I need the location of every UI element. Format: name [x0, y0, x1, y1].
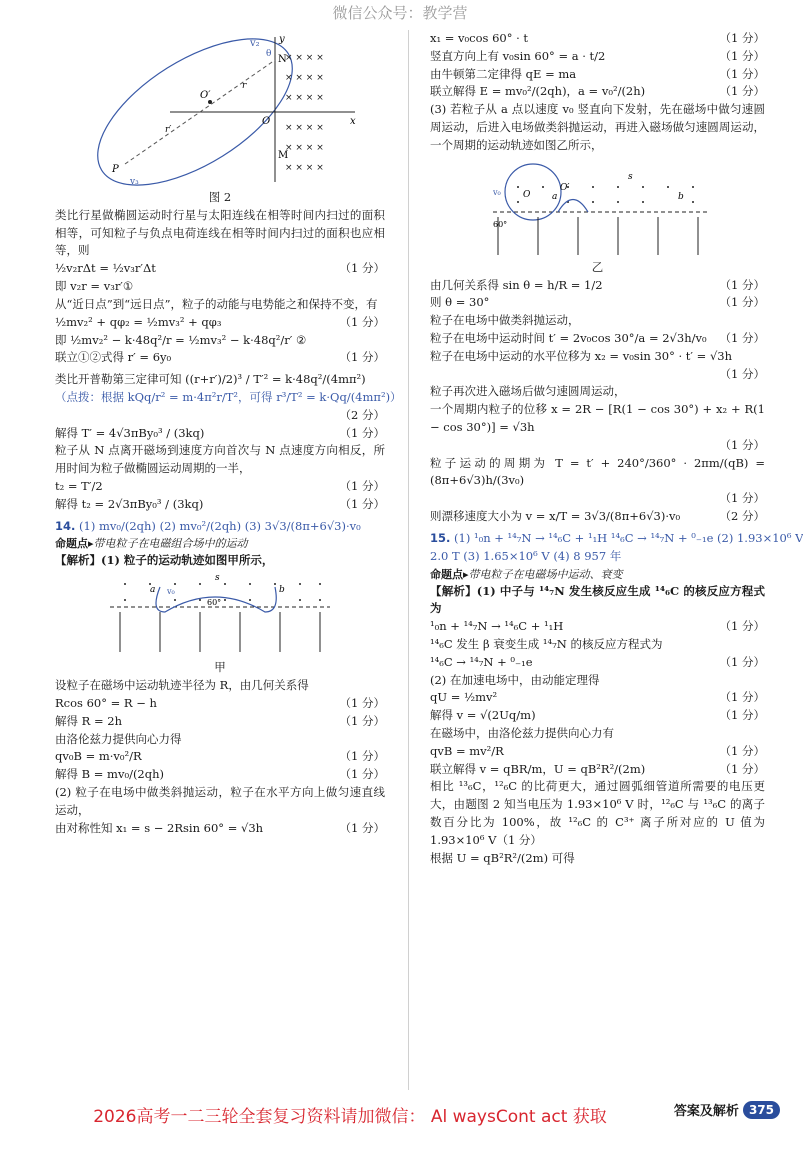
label-60deg: 60°	[492, 219, 507, 229]
equation-line: ½v₂rΔt = ½v₃r′Δt （1 分）	[55, 260, 385, 278]
label-O: O	[262, 116, 271, 127]
equation-line: 解得 R = 2h （1 分）	[55, 713, 385, 731]
figure-yi-caption: 乙	[591, 259, 604, 274]
score-line	[430, 437, 765, 455]
score: （1 分）	[339, 479, 385, 493]
paragraph: (3) 若粒子从 a 点以速度 v₀ 竖直向下发射，先在磁场中做匀速圆周运动，后进入电场做类斜抛运动，再进入磁场做匀速圆周运动，一个周期的运动轨迹如图乙所示，	[430, 102, 765, 152]
paragraph: 粒子从 N 点离开磁场到速度方向首次与 N 点速度方向相反，所用时间为粒子做椭圆运动周期的一半，	[55, 443, 385, 476]
equation-line: qv₀B = m·v₀²/R （1 分）	[55, 748, 385, 766]
paragraph: 粒子再次进入磁场后做匀速圆周运动，	[430, 384, 626, 399]
equation-line: 粒子在电场中运动时间 t′ = 2v₀cos 30°/a = 2√3h/v₀ （1 分）	[430, 330, 765, 348]
equation-line: 一个周期内粒子的位移 x = 2R − [R(1 − cos 30°) + x₂ + R(1 − cos 30°)] = √3h	[430, 402, 765, 434]
label-Oprime: O′	[200, 90, 211, 101]
equation-line: 由几何关系得 sin θ = h/R = 1/2 （1 分）	[430, 277, 765, 295]
score: （1 分）	[339, 496, 385, 511]
hint-line: （点拨：根据 kQq/r² = m·4π²r/T²，可得 r³/T² = k·Qq/(4mπ²)）	[55, 389, 402, 404]
score: （1 分）	[719, 437, 765, 452]
label-P: P	[112, 164, 119, 175]
svg-text:× × × ×: × × × ×	[285, 93, 324, 103]
label-b: b	[279, 585, 285, 596]
label-a: a	[551, 191, 557, 202]
equation-line: 粒子在电场中运动的水平位移为 x₂ = v₀sin 30° · t′ = √3h	[430, 348, 733, 363]
equation-line: 竖直方向上有 v₀sin 60° = a · t/2 （1 分）	[430, 48, 765, 66]
label-N: N	[278, 54, 287, 65]
svg-text:× × × ×: × × × ×	[285, 53, 324, 63]
figure-jia	[105, 572, 335, 657]
column-separator	[408, 30, 409, 1090]
equation-line: 解得 T′ = 4√3πBy₀³ / (3kq) （1 分）	[55, 425, 385, 443]
watermark-top: 微信公众号：教学营	[332, 4, 468, 22]
score: （2 分）	[719, 509, 765, 524]
score: （1 分）	[339, 749, 385, 764]
equation-line: qU = ½mv² （1 分）	[430, 689, 765, 707]
score: （1 分）	[719, 31, 765, 45]
section-label: 答案及解析	[673, 1104, 739, 1119]
equation-line: ¹₀n + ¹⁴₇N → ¹⁴₆C + ¹₁H （1 分）	[430, 618, 765, 636]
score: （1 分）	[339, 820, 385, 835]
equation-line: x₁ = v₀cos 60° · t （1 分）	[430, 30, 765, 48]
figure-yi	[478, 157, 718, 257]
label-x: x	[350, 116, 356, 127]
figure-jia-caption: 甲	[214, 660, 226, 675]
field-arrows	[498, 217, 698, 255]
score: （1 分）	[339, 695, 385, 710]
score-line	[55, 407, 385, 425]
question-15-jiexi: 【解析】(1) 中子与 ¹⁴₇N 发生核反应生成 ¹⁴₆C 的核反应方程式为	[430, 583, 765, 616]
score-line	[430, 490, 765, 508]
equation-line: qvB = mv²/R （1 分）	[430, 743, 765, 761]
label-y: y	[279, 34, 285, 45]
paragraph: 相比 ¹³₆C，¹²₆C 的比荷更大，通过圆弧细管道所需要的电压更大，由题图 2 知当电压为 1.93×10⁶ V 时，¹²₆C 与 ¹³₆C 的离子数百分比为 100%，故 ¹²₆C 的 C³⁺ 离子所对应的 U 值为 1.93×10⁶ V（1 分）	[430, 779, 765, 847]
score: （1 分）	[719, 654, 765, 669]
score: （1 分）	[719, 295, 765, 310]
equation-line: 即 v₂r = v₃r′①	[55, 279, 134, 294]
right-column	[430, 30, 803, 1102]
score: （1 分）	[719, 743, 765, 758]
equation-line: t₂ = T′/2 （1 分）	[55, 478, 385, 496]
paragraph: 类比行星做椭圆运动时行星与太阳连线在相等时间内扫过的面积相等，可知粒子与负点电荷连线在相等时间内扫过的面积也应相等，则	[55, 207, 385, 258]
score: （2 分）	[339, 407, 385, 422]
paragraph: (2) 粒子在电场中做类斜抛运动，粒子在水平方向上做匀速直线运动，	[55, 784, 385, 817]
score: （1 分）	[339, 425, 385, 440]
equation-line: 则 θ = 30° （1 分）	[430, 294, 765, 312]
equation-line: 解得 B = mv₀/(2qh) （1 分）	[55, 766, 385, 784]
footer-promo: 2026高考一二三轮全套复习资料请加微信： Al waysCont act 获取	[93, 1107, 607, 1127]
svg-text:× × × ×: × × × ×	[285, 73, 324, 83]
question-14-answer: 14. (1) mv₀/(2qh) (2) mv₀²/(2qh) (3) 3√3/(8π+6√3)·v₀	[55, 518, 361, 533]
magnetic-field-crosses	[285, 53, 324, 173]
label-v0: v₀	[492, 187, 501, 197]
figure-2-caption: 图 2	[208, 190, 232, 204]
field-arrows	[120, 612, 320, 652]
equation-line: 联立解得 E = mv₀²/(2qh)，a = v₀²/(2h) （1 分）	[430, 83, 765, 101]
paragraph: 从“近日点”到“远日点”，粒子的动能与电势能之和保持不变，有	[55, 296, 378, 311]
paragraph: 在磁场中，由洛伦兹力提供向心力有	[430, 726, 614, 741]
paragraph: 粒子在电场中做类斜抛运动，	[430, 313, 580, 328]
label-b: b	[677, 191, 684, 202]
field-dots	[517, 186, 694, 203]
score: （1 分）	[719, 708, 765, 723]
paragraph: 设粒子在磁场中运动轨迹半径为 R，由几何关系得	[55, 678, 309, 693]
svg-text:× × × ×: × × × ×	[285, 163, 324, 173]
equation-line: 即 ½mv₂² − k·48q²/r = ½mv₃² − k·48q²/r′ ②	[55, 332, 307, 347]
score: （1 分）	[339, 350, 385, 365]
paragraph: 由洛伦兹力提供向心力得	[55, 731, 182, 746]
left-column	[55, 30, 402, 1102]
equation-line: 类比开普勒第三定律可知 ((r+r′)/2)³ / T′² = k·48q²/(4mπ²)	[55, 372, 366, 387]
label-Oprime: O′	[559, 182, 569, 193]
paragraph: (2) 在加速电场中，由动能定理得	[430, 672, 600, 687]
paragraph: ¹⁴₆C 发生 β 衰变生成 ¹⁴₇N 的核反应方程式为	[430, 636, 663, 651]
question-15-answer: 15. (1) ¹₀n + ¹⁴₇N → ¹⁴₆C + ¹₁H ¹⁴₆C → ¹⁴₇N + ⁰₋₁e (2) 1.93×10⁶ V	[430, 530, 803, 545]
label-rprime: r′	[165, 125, 172, 135]
label-s: s	[627, 171, 633, 182]
score: （1 分）	[719, 761, 765, 776]
score: （1 分）	[339, 261, 385, 276]
question-15-answer-cont: 2.0 T (3) 1.65×10⁶ V (4) 8 957 年	[430, 548, 622, 563]
question-15-topic: 命题点▸带电粒子在电磁场中运动、衰变	[430, 567, 623, 581]
svg-text:× × × ×: × × × ×	[285, 123, 324, 133]
score: （1 分）	[719, 277, 765, 292]
equation-line: 根据 U = qB²R²/(2m) 可得	[430, 850, 575, 865]
equation-line: 联立解得 v = qBR/m，U = qB²R²/(2m) （1 分）	[430, 761, 765, 779]
label-v2: v₂	[250, 38, 260, 49]
equation-line: Rcos 60° = R − h （1 分）	[55, 695, 385, 713]
page-badge	[674, 1100, 780, 1119]
label-v3: v₃	[130, 177, 139, 187]
label-O: O	[522, 189, 530, 200]
equation-line: ¹⁴₆C → ¹⁴₇N + ⁰₋₁e （1 分）	[430, 654, 765, 672]
score: （1 分）	[339, 713, 385, 728]
equation-line: 则漂移速度大小为 v = x/T = 3√3/(8π+6√3)·v₀ （2 分）	[430, 508, 765, 526]
equation-line: 由对称性知 x₁ = s − 2Rsin 60° = √3h （1 分）	[55, 820, 385, 838]
label-60deg: 60°	[207, 598, 222, 608]
figure-2-ellipse	[70, 32, 370, 187]
score: （1 分）	[719, 690, 765, 705]
score: （1 分）	[719, 48, 765, 63]
label-theta: θ	[266, 49, 272, 59]
label-v0: v₀	[167, 587, 175, 597]
score: （1 分）	[719, 330, 765, 345]
equation-line: ½mv₂² + qφ₂ = ½mv₃² + qφ₃ （1 分）	[55, 314, 385, 332]
label-a: a	[150, 585, 156, 596]
equation-line: 解得 t₂ = 2√3πBy₀³ / (3kq) （1 分）	[55, 496, 385, 514]
score: （1 分）	[339, 314, 385, 329]
equation-line: 粒子运动的周期为 T = t′ + 240°/360° · 2πm/(qB) = (8π+6√3)h/(3v₀)	[430, 455, 765, 488]
label-s: s	[215, 573, 220, 584]
score-line	[430, 366, 765, 384]
label-M: M	[278, 150, 289, 161]
equation-line: 联立①②式得 r′ = 6y₀ （1 分）	[55, 349, 385, 367]
page-number: 375	[743, 1101, 780, 1119]
label-r: r	[242, 81, 247, 91]
question-14-topic: 命题点▸带电粒子在电磁组合场中的运动	[55, 537, 248, 551]
parabolic-trajectory	[558, 199, 588, 212]
svg-text:× × × ×: × × × ×	[285, 143, 324, 153]
score: （1 分）	[719, 619, 765, 634]
score: （1 分）	[719, 491, 765, 506]
score: （1 分）	[719, 66, 765, 81]
equation-line: 由牛顿第二定律得 qE = ma （1 分）	[430, 66, 765, 84]
question-14-jiexi: 【解析】(1) 粒子的运动轨迹如图甲所示，	[55, 553, 274, 568]
score: （1 分）	[339, 767, 385, 782]
equation-line: 解得 v = √(2Uq/m) （1 分）	[430, 707, 765, 725]
score: （1 分）	[719, 84, 765, 99]
score: （1 分）	[719, 366, 765, 381]
